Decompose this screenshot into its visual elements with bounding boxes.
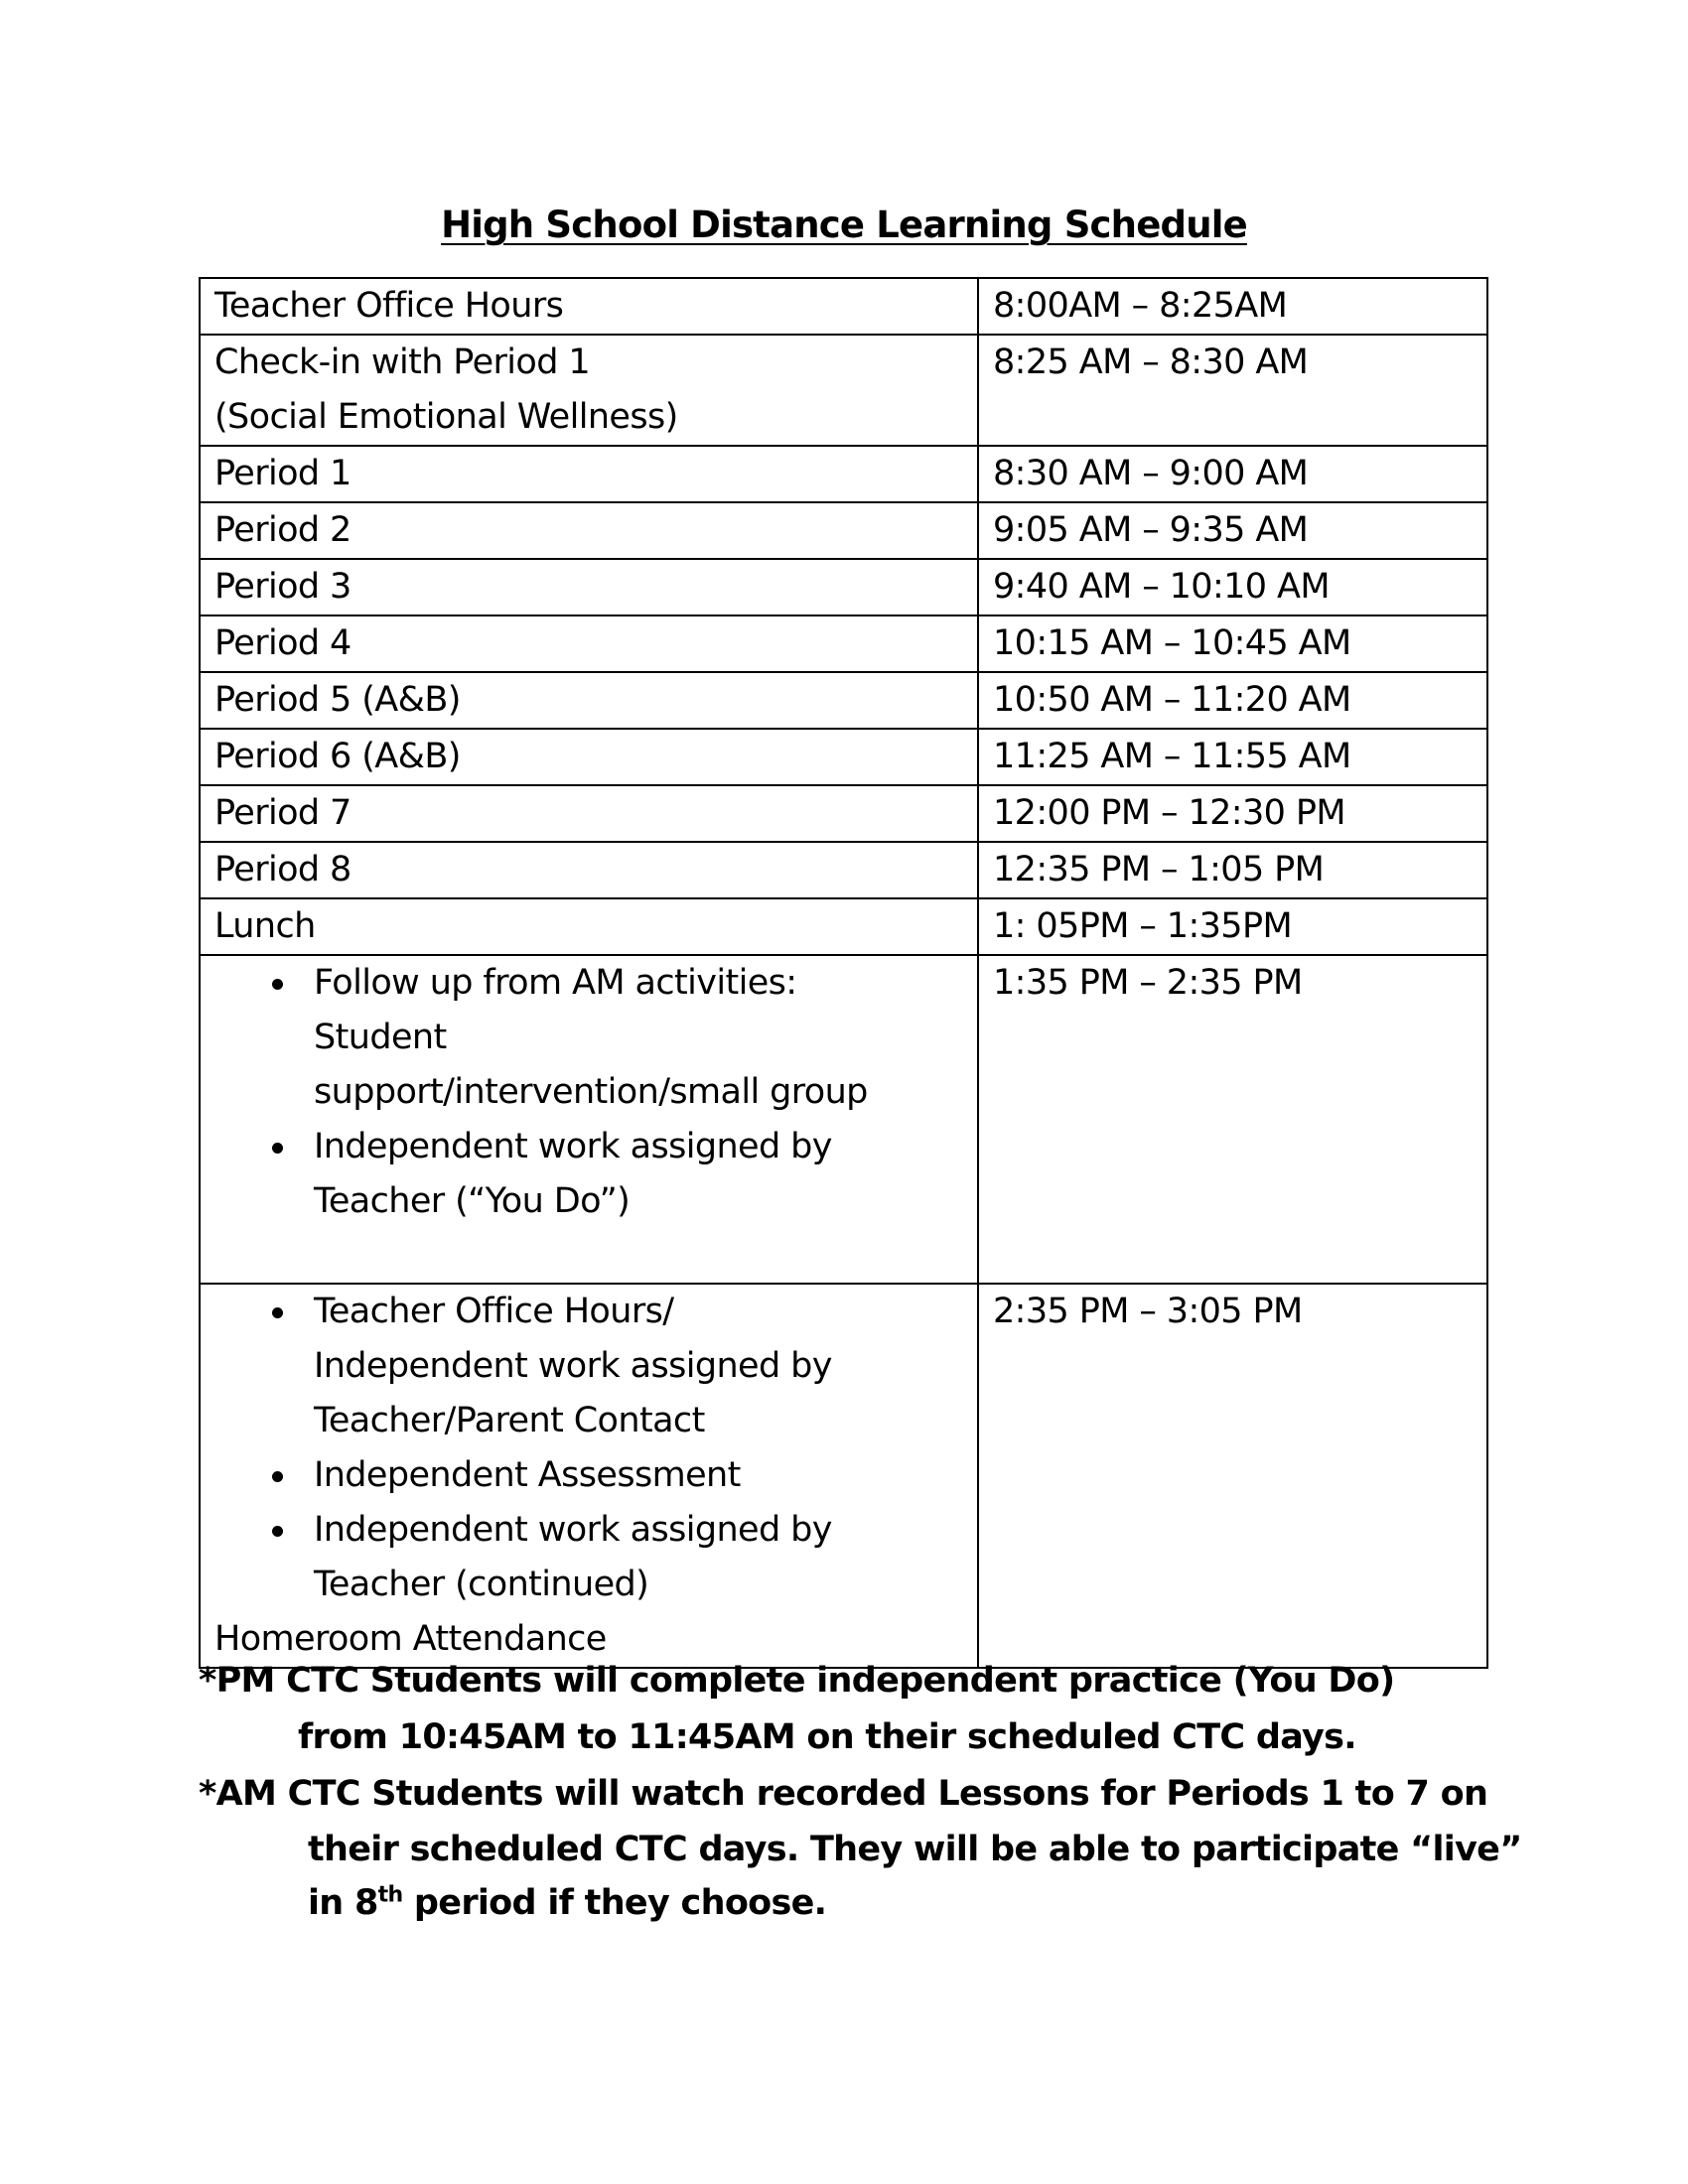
activity-cell: Period 8 [200, 842, 978, 898]
note-line [199, 1876, 1509, 1930]
homeroom-attendance: Homeroom Attendance [214, 1619, 607, 1659]
time-cell: 10:50 AM – 11:20 AM [978, 672, 1487, 729]
list-item [214, 1448, 870, 1503]
time-cell: 12:35 PM – 1:05 PM [978, 842, 1487, 898]
note-line: from 10:45AM to 11:45AM on their scheduled CTC days. [298, 1717, 1356, 1757]
note-line: *PM CTC Students will complete independent practice (You Do) [199, 1661, 1395, 1701]
table-row [200, 785, 1487, 842]
pm-ctc-note [199, 1653, 1509, 1766]
time-cell: 8:00AM – 8:25AM [978, 278, 1487, 335]
note-text: in 8 [308, 1883, 378, 1923]
list-item [214, 1503, 870, 1612]
table-row [200, 1284, 1487, 1668]
activity-cell [200, 335, 978, 446]
activity-cell: Period 4 [200, 615, 978, 672]
bullet-icon [272, 1143, 283, 1154]
ordinal-suffix: th [377, 1882, 403, 1908]
time-cell: 10:15 AM – 10:45 AM [978, 615, 1487, 672]
activity-cell: Period 6 (A&B) [200, 729, 978, 785]
table-row [200, 335, 1487, 446]
am-ctc-note [199, 1766, 1522, 1930]
note-line: their scheduled CTC days. They will be able to participate “live” [308, 1830, 1522, 1869]
activity-line: (Social Emotional Wellness) [214, 397, 678, 437]
bullet-icon [272, 1526, 283, 1537]
table-row [200, 898, 1487, 955]
table-row [200, 729, 1487, 785]
table-row [200, 559, 1487, 615]
list-item-text: Independent Assessment [314, 1455, 741, 1495]
list-item-text: Follow up from AM activities: Student support/intervention/small group [314, 963, 868, 1112]
note-text: period if they choose. [402, 1883, 827, 1923]
time-cell: 8:30 AM – 9:00 AM [978, 446, 1487, 502]
activity-cell [200, 1284, 978, 1668]
activity-cell: Period 7 [200, 785, 978, 842]
bullet-icon [272, 1471, 283, 1482]
table-row [200, 955, 1487, 1284]
table-row [200, 842, 1487, 898]
bullet-icon [272, 1307, 283, 1318]
activity-cell [200, 955, 978, 1284]
time-cell: 1: 05PM – 1:35PM [978, 898, 1487, 955]
list-item-text: Independent work assigned by Teacher (continued) [314, 1510, 832, 1604]
time-cell: 11:25 AM – 11:55 AM [978, 729, 1487, 785]
table-row [200, 672, 1487, 729]
bullet-list [214, 956, 965, 1229]
time-cell: 9:05 AM – 9:35 AM [978, 502, 1487, 559]
table-row [200, 278, 1487, 335]
activity-line: Check-in with Period 1 [214, 342, 591, 382]
list-item-text: Independent work assigned by Teacher (“You Do”) [314, 1127, 832, 1221]
footnotes [199, 1653, 1522, 1930]
activity-cell: Period 1 [200, 446, 978, 502]
table-row [200, 446, 1487, 502]
schedule-table [199, 277, 1488, 1669]
table-row [200, 615, 1487, 672]
list-item [214, 1285, 870, 1448]
time-cell: 9:40 AM – 10:10 AM [978, 559, 1487, 615]
time-cell: 1:35 PM – 2:35 PM [978, 955, 1487, 1284]
activity-cell: Period 3 [200, 559, 978, 615]
bullet-icon [272, 979, 283, 990]
document-title: High School Distance Learning Schedule [441, 204, 1247, 246]
activity-cell: Teacher Office Hours [200, 278, 978, 335]
note-line: *AM CTC Students will watch recorded Lessons for Periods 1 to 7 on [199, 1774, 1488, 1814]
activity-cell: Lunch [200, 898, 978, 955]
activity-cell: Period 5 (A&B) [200, 672, 978, 729]
table-row [200, 502, 1487, 559]
activity-cell: Period 2 [200, 502, 978, 559]
time-cell: 2:35 PM – 3:05 PM [978, 1284, 1487, 1668]
time-cell: 12:00 PM – 12:30 PM [978, 785, 1487, 842]
bullet-list [214, 1285, 965, 1612]
list-item [214, 956, 870, 1120]
list-item [214, 1120, 870, 1229]
list-item-text: Teacher Office Hours/ Independent work assigned by Teacher/Parent Contact [314, 1292, 832, 1440]
time-cell: 8:25 AM – 8:30 AM [978, 335, 1487, 446]
